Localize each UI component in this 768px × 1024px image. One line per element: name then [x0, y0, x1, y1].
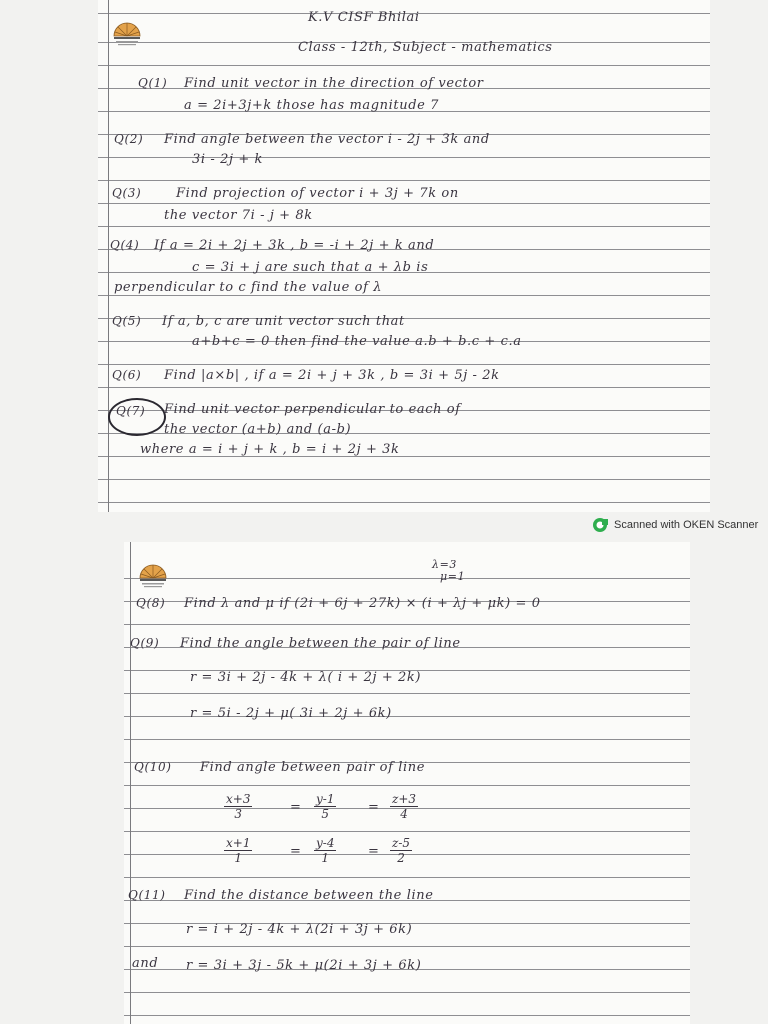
q4-line2: c = 3i + j are such that a + λb is	[192, 260, 429, 275]
q2-line1: Find angle between the vector i - 2j + 3k and	[164, 132, 490, 147]
margin-line	[130, 542, 131, 1024]
q6-label: Q(6)	[112, 368, 142, 382]
q1-line1: Find unit vector in the direction of vector	[184, 76, 484, 91]
q11-line1: Find the distance between the line	[184, 888, 434, 903]
side-note-mu: μ=1	[440, 570, 466, 583]
worksheet-page-1	[98, 0, 710, 512]
q7-label: Q(7)	[116, 404, 146, 418]
school-name: K.V CISF Bhilai	[308, 10, 420, 25]
margin-line	[108, 0, 109, 512]
q7-line1: Find unit vector perpendicular to each of	[164, 402, 461, 417]
q11-eq1: r = i + 2j - 4k + λ(2i + 3j + 6k)	[186, 922, 413, 937]
q10-equals: =	[368, 800, 380, 815]
worksheet-page-2	[124, 542, 690, 1024]
class-subject-line: Class - 12th, Subject - mathematics	[298, 40, 553, 55]
school-logo-icon	[110, 14, 144, 48]
q10-label: Q(10)	[134, 760, 172, 774]
q9-label: Q(9)	[130, 636, 160, 650]
scanner-text: Scanned with OKEN Scanner	[614, 519, 759, 531]
q4-line3: perpendicular to c find the value of λ	[114, 280, 383, 295]
q10-fraction-z2: $\frac{z-5}{2}$	[392, 836, 411, 865]
q5-line1: If a, b, c are unit vector such that	[162, 314, 405, 329]
side-note-lambda: λ=3	[432, 558, 457, 571]
scanner-watermark	[592, 517, 758, 533]
q3-line1: Find projection of vector i + 3j + 7k on	[176, 186, 459, 201]
q8-label: Q(8)	[136, 596, 166, 610]
q10-fraction-z1: $\frac{z+3}{4}$	[392, 792, 417, 821]
q9-eq1: r = 3i + 2j - 4k + λ( i + 2j + 2k)	[190, 670, 422, 685]
q1-line2: a = 2i+3j+k those has magnitude 7	[184, 98, 440, 113]
q11-and: and	[132, 956, 159, 971]
q9-eq2: r = 5i - 2j + μ( 3i + 2j + 6k)	[190, 706, 392, 721]
q4-label: Q(4)	[110, 238, 140, 252]
q11-label: Q(11)	[128, 888, 166, 902]
q8-line1: Find λ and μ if (2i + 6j + 27k) × (i + λj + μk) = 0	[184, 596, 541, 611]
q3-line2: the vector 7i - j + 8k	[164, 208, 313, 223]
school-logo-icon	[136, 556, 170, 590]
q10-fraction-x2: $\frac{x+1}{1}$	[226, 836, 251, 865]
q11-eq2: r = 3i + 3j - 5k + μ(2i + 3j + 6k)	[186, 958, 422, 973]
q6-line1: Find |a×b| , if a = 2i + j + 3k , b = 3i + 5j - 2k	[164, 368, 500, 383]
q10-equals: =	[290, 800, 302, 815]
q7-line2: the vector (a+b) and (a-b)	[164, 422, 352, 437]
scanner-logo-icon	[592, 517, 608, 533]
q5-line2: a+b+c = 0 then find the value a.b + b.c + c.a	[192, 334, 522, 349]
q4-line1: If a = 2i + 2j + 3k , b = -i + 2j + k and	[154, 238, 435, 253]
q10-equals: =	[290, 844, 302, 859]
q10-line1: Find angle between pair of line	[200, 760, 426, 775]
q3-label: Q(3)	[112, 186, 142, 200]
q7-line3: where a = i + j + k , b = i + 2j + 3k	[140, 442, 400, 457]
q1-label: Q(1)	[138, 76, 168, 90]
q2-label: Q(2)	[114, 132, 144, 146]
q10-fraction-x1: $\frac{x+3}{3}$	[226, 792, 251, 821]
q10-fraction-y1: $\frac{y-1}{5}$	[316, 792, 335, 821]
q2-line2: 3i - 2j + k	[192, 152, 264, 167]
q9-line1: Find the angle between the pair of line	[180, 636, 461, 651]
q10-equals: =	[368, 844, 380, 859]
q10-fraction-y2: $\frac{y-4}{1}$	[316, 836, 335, 865]
q5-label: Q(5)	[112, 314, 142, 328]
